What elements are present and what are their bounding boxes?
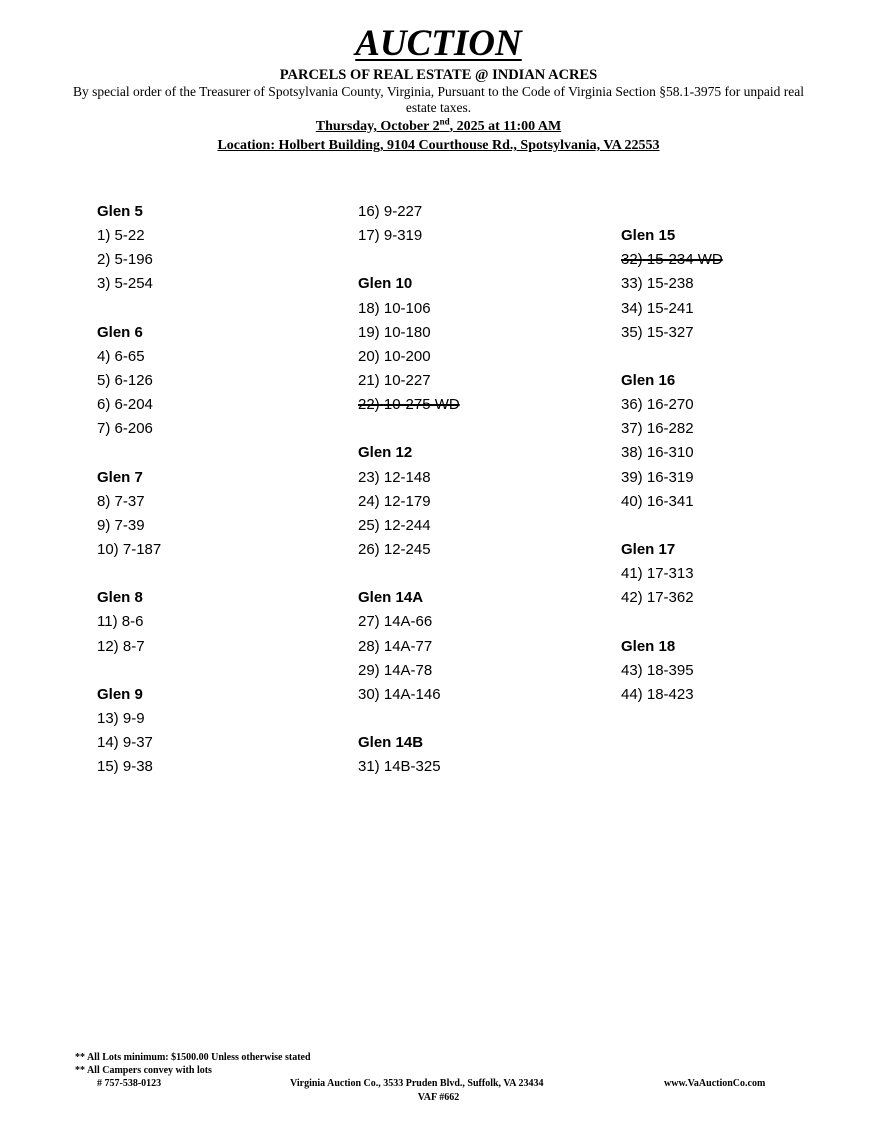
parcel-id: 5-196 <box>114 251 153 269</box>
parcel-number: 33) <box>621 275 643 293</box>
parcel-number: 11) <box>97 613 118 631</box>
parcel-number: 14) <box>97 734 119 752</box>
parcel-item <box>358 345 598 369</box>
parcel-number: 21) <box>358 371 380 389</box>
parcel-item <box>97 707 337 731</box>
parcel-id: 16-310 <box>646 444 694 462</box>
parcel-number: 34) <box>621 299 643 317</box>
spacer <box>358 707 598 731</box>
parcel-id: 16-319 <box>646 468 694 486</box>
parcel-number: 12) <box>97 637 119 655</box>
parcel-item <box>358 514 598 538</box>
parcel-number: 20) <box>358 347 380 365</box>
auction-title: AUCTION <box>355 23 522 64</box>
parcel-item <box>621 586 861 610</box>
parcel-item <box>97 345 337 369</box>
parcel-number: 30) <box>358 685 380 703</box>
parcel-item <box>621 441 861 465</box>
parcel-item <box>358 393 598 417</box>
parcel-id: 6-206 <box>114 420 153 438</box>
parcel-id: 16-282 <box>646 420 694 438</box>
parcel-number: 26) <box>358 540 380 558</box>
parcel-id: 7-37 <box>114 492 145 510</box>
spacer <box>621 345 861 369</box>
glen-heading: Glen 15 <box>621 227 676 245</box>
parcel-id: 15-238 <box>646 275 694 293</box>
parcel-item <box>358 755 598 779</box>
parcel-item <box>97 224 337 248</box>
parcel-id: 10-200 <box>383 347 431 365</box>
parcel-id: 9-227 <box>383 203 423 220</box>
parcel-id: 10-180 <box>383 323 431 341</box>
parcel-item <box>621 466 861 490</box>
parcel-id: 17-313 <box>646 565 694 583</box>
auction-date <box>0 118 877 135</box>
parcel-id: 10-227 <box>383 371 431 389</box>
footer-phone: # 757-538-0123 <box>97 1078 162 1089</box>
glen-heading: Glen 14B <box>358 734 424 752</box>
parcel-number: 15) <box>97 758 119 776</box>
parcel-number: 2) <box>97 251 111 269</box>
footer-license: VAF #662 <box>417 1092 460 1103</box>
glen-heading: Glen 9 <box>97 685 143 703</box>
parcel-number: 9) <box>97 516 111 534</box>
parcel-id: 17-362 <box>646 589 694 607</box>
parcel-id: 10-275 WD <box>383 396 460 414</box>
parcel-id: 9-37 <box>122 734 153 752</box>
date-rest: , 2025 at 11:00 AM <box>449 119 562 134</box>
parcel-id: 9-9 <box>122 709 145 727</box>
parcel-number: 28) <box>358 637 380 655</box>
parcel-item <box>621 683 861 707</box>
parcel-item <box>97 393 337 417</box>
parcel-number: 42) <box>621 589 643 607</box>
parcel-item <box>358 635 598 659</box>
spacer <box>97 441 337 465</box>
parcel-number: 7) <box>97 420 111 438</box>
parcel-id: 6-204 <box>114 396 153 414</box>
parcel-item <box>97 514 337 538</box>
parcel-item <box>621 248 861 272</box>
parcel-item <box>97 538 337 562</box>
spacer <box>358 562 598 586</box>
parcel-id: 14A-146 <box>383 685 441 703</box>
parcel-id: 12-244 <box>383 516 431 534</box>
parcel-number: 32) <box>621 251 643 269</box>
footnote-minimum: ** All Lots minimum: $1500.00 Unless otherwise stated <box>75 1052 311 1063</box>
parcel-item <box>358 224 598 248</box>
parcel-number: 13) <box>97 709 119 727</box>
parcel-item <box>358 538 598 562</box>
parcel-number: 41) <box>621 565 643 583</box>
spacer <box>97 297 337 321</box>
spacer <box>358 417 598 441</box>
parcel-item <box>621 297 861 321</box>
parcel-item <box>358 466 598 490</box>
parcel-item <box>358 610 598 634</box>
parcel-item <box>358 369 598 393</box>
parcel-item <box>358 659 598 683</box>
parcel-number: 35) <box>621 323 643 341</box>
parcel-id: 7-39 <box>114 516 145 534</box>
footnote-campers: ** All Campers convey with lots <box>75 1065 212 1076</box>
parcel-id: 15-327 <box>646 323 694 341</box>
glen-heading: Glen 8 <box>97 589 143 607</box>
parcel-item <box>621 417 861 441</box>
parcel-number: 43) <box>621 661 643 679</box>
parcel-item <box>621 562 861 586</box>
parcel-number: 18) <box>358 299 380 317</box>
parcel-id: 16-341 <box>646 492 694 510</box>
parcel-id: 7-187 <box>122 540 162 558</box>
parcel-column-2 <box>358 200 598 779</box>
intro-text: By special order of the Treasurer of Spotsylvania County, Virginia, Pursuant to the Code of Virginia Section §58.1-3975 for unpaid real estate taxes. <box>72 84 805 115</box>
parcel-number: 4) <box>97 347 111 365</box>
parcel-number: 22) <box>358 396 380 414</box>
parcel-id: 9-319 <box>383 227 423 245</box>
parcel-item <box>621 321 861 345</box>
date-suffix: nd <box>439 116 450 127</box>
glen-heading: Glen 14A <box>358 589 424 607</box>
parcel-number: 1) <box>97 227 111 245</box>
glen-heading: Glen 12 <box>358 444 413 462</box>
parcel-item <box>621 393 861 417</box>
date-weekday: Thursday, October 2 <box>315 119 440 134</box>
parcel-item <box>621 272 861 296</box>
parcel-id: 9-38 <box>122 758 153 776</box>
parcel-number: 23) <box>358 468 380 486</box>
spacer <box>621 610 861 634</box>
parcel-item <box>97 490 337 514</box>
glen-heading: Glen 10 <box>358 275 413 293</box>
parcel-item <box>621 490 861 514</box>
parcel-item <box>358 490 598 514</box>
glen-heading: Glen 7 <box>97 468 143 486</box>
parcel-id: 14B-325 <box>383 758 441 776</box>
parcel-id: 8-7 <box>122 637 145 655</box>
parcel-item <box>358 200 598 224</box>
parcel-number: 3) <box>97 275 111 293</box>
parcel-item <box>97 731 337 755</box>
parcel-number: 16) <box>358 203 380 220</box>
glen-heading: Glen 5 <box>97 203 143 220</box>
parcel-number: 40) <box>621 492 643 510</box>
parcel-number: 27) <box>358 613 380 631</box>
spacer <box>621 200 861 224</box>
parcel-id: 18-395 <box>646 661 694 679</box>
spacer <box>621 514 861 538</box>
parcel-id: 12-245 <box>383 540 431 558</box>
parcel-id: 14A-66 <box>383 613 433 631</box>
parcel-number: 10) <box>97 540 119 558</box>
parcel-id: 12-179 <box>383 492 431 510</box>
parcel-id: 6-65 <box>114 347 145 365</box>
parcel-number: 39) <box>621 468 643 486</box>
parcel-item <box>97 610 337 634</box>
spacer <box>358 248 598 272</box>
parcel-id: 5-254 <box>114 275 153 293</box>
parcel-number: 6) <box>97 396 111 414</box>
parcel-id: 18-423 <box>646 685 694 703</box>
parcel-item <box>358 297 598 321</box>
parcel-column-3 <box>621 200 861 707</box>
parcel-number: 38) <box>621 444 643 462</box>
spacer <box>97 659 337 683</box>
parcel-id: 15-234 WD <box>646 251 723 269</box>
footer-address: Virginia Auction Co., 3533 Pruden Blvd., Suffolk, VA 23434 <box>290 1078 544 1089</box>
glen-heading: Glen 16 <box>621 371 676 389</box>
parcel-item <box>97 635 337 659</box>
parcel-number: 31) <box>358 758 380 776</box>
parcel-id: 6-126 <box>114 371 153 389</box>
footer-website: www.VaAuctionCo.com <box>664 1078 766 1089</box>
subtitle: PARCELS OF REAL ESTATE @ INDIAN ACRES <box>279 67 598 83</box>
parcel-column-1 <box>97 200 337 779</box>
parcel-item <box>358 321 598 345</box>
parcel-id: 12-148 <box>383 468 431 486</box>
parcel-item <box>97 248 337 272</box>
parcel-item <box>97 272 337 296</box>
parcel-id: 15-241 <box>646 299 694 317</box>
glen-heading: Glen 17 <box>621 540 676 558</box>
parcel-item <box>97 755 337 779</box>
spacer <box>97 562 337 586</box>
parcel-number: 24) <box>358 492 380 510</box>
parcel-number: 36) <box>621 396 643 414</box>
parcel-item <box>358 683 598 707</box>
glen-heading: Glen 18 <box>621 637 676 655</box>
auction-location: Location: Holbert Building, 9104 Courthouse Rd., Spotsylvania, VA 22553 <box>217 138 660 153</box>
parcel-number: 19) <box>358 323 380 341</box>
parcel-id: 5-22 <box>114 227 145 245</box>
parcel-number: 5) <box>97 371 111 389</box>
parcel-id: 14A-77 <box>383 637 433 655</box>
parcel-id: 10-106 <box>383 299 431 317</box>
parcel-number: 37) <box>621 420 643 438</box>
parcel-item <box>621 659 861 683</box>
parcel-number: 29) <box>358 661 380 679</box>
parcel-id: 8-6 <box>121 613 144 631</box>
parcel-number: 25) <box>358 516 380 534</box>
parcel-number: 8) <box>97 492 111 510</box>
parcel-id: 14A-78 <box>383 661 433 679</box>
parcel-number: 44) <box>621 685 643 703</box>
glen-heading: Glen 6 <box>97 323 143 341</box>
parcel-number: 17) <box>358 227 380 245</box>
parcel-item <box>97 369 337 393</box>
parcel-id: 16-270 <box>646 396 694 414</box>
parcel-item <box>97 417 337 441</box>
